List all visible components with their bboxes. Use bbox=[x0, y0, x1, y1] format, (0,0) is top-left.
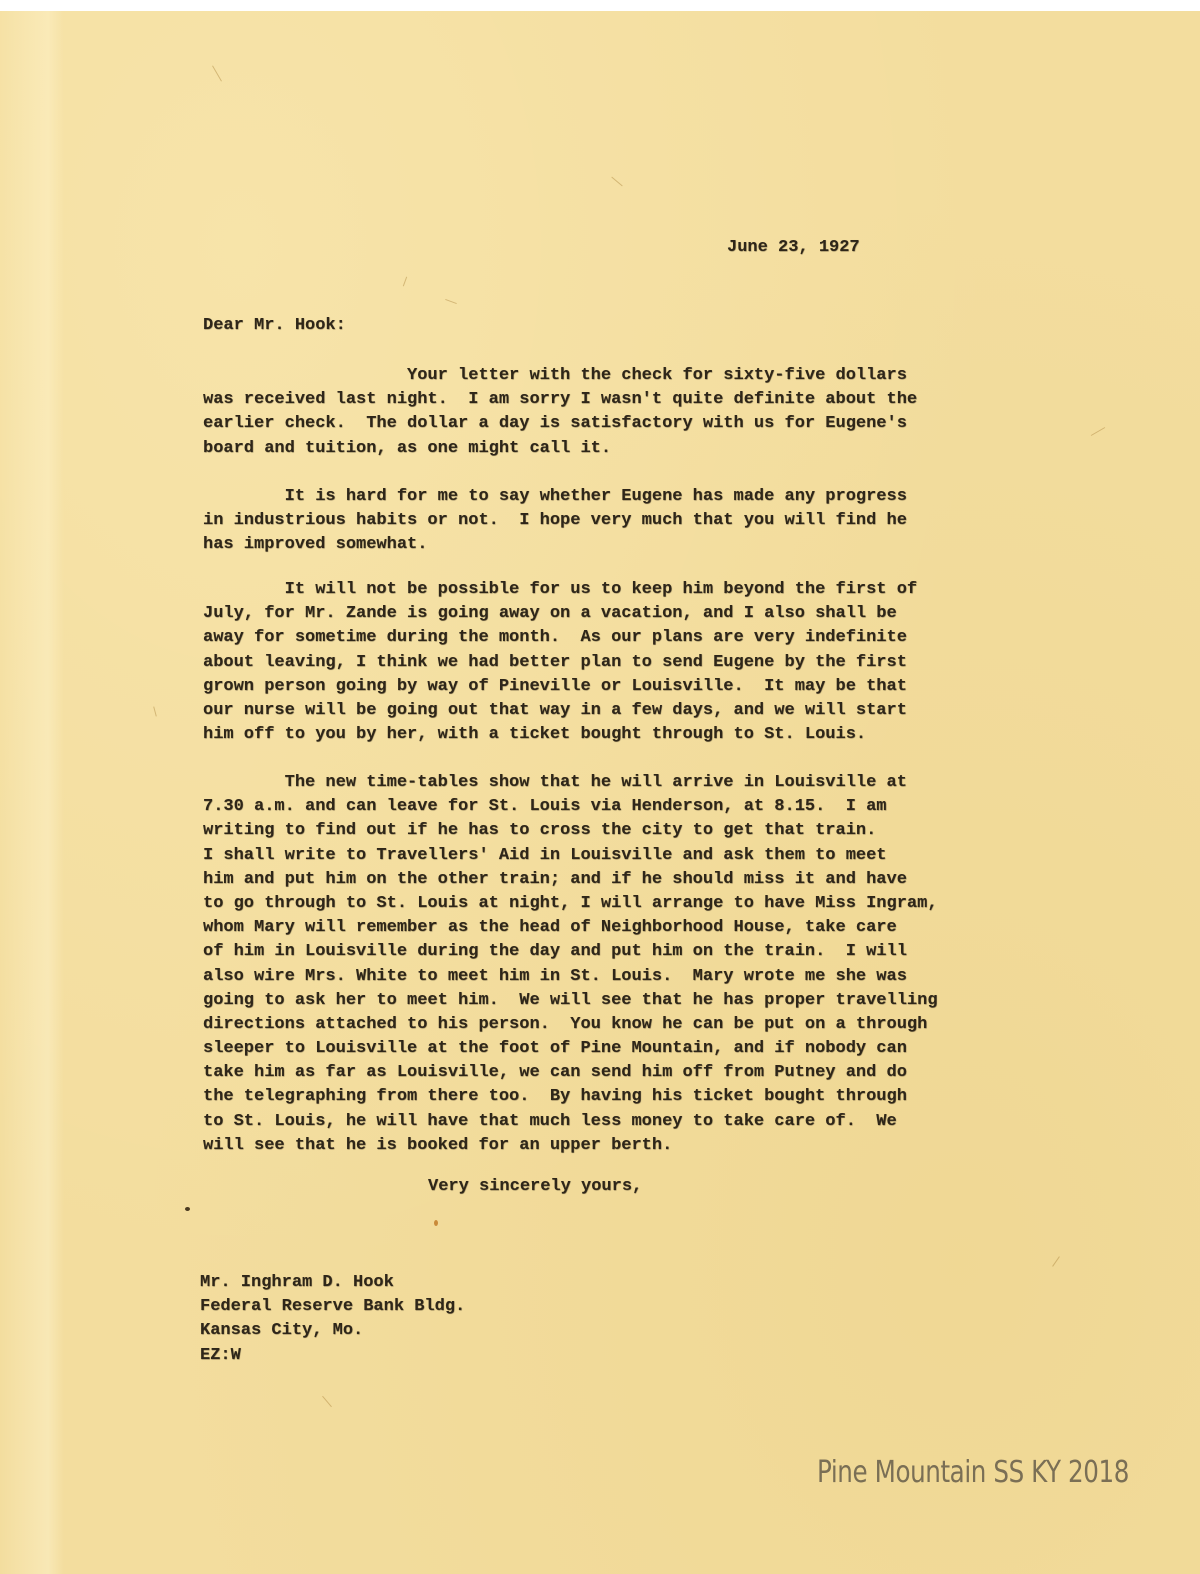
paper-fiber bbox=[153, 707, 157, 717]
recipient-address-line-1: Federal Reserve Bank Bldg. bbox=[200, 1297, 466, 1317]
paragraph-line: take him as far as Louisville, we can send him off from Putney and do bbox=[203, 1063, 907, 1083]
paragraph-line: 7.30 a.m. and can leave for St. Louis via Henderson, at 8.15. I am bbox=[203, 797, 887, 817]
paragraph-line: was received last night. I am sorry I wasn't quite definite about the bbox=[203, 390, 918, 410]
salutation: Dear Mr. Hook: bbox=[203, 316, 346, 335]
paragraph-line: has improved somewhat. bbox=[203, 535, 428, 555]
paper-fiber bbox=[1091, 427, 1105, 436]
paragraph-line: will see that he is booked for an upper berth. bbox=[203, 1135, 673, 1155]
paragraph-line: the telegraphing from there too. By having his ticket bought through bbox=[203, 1087, 907, 1107]
paper-fiber bbox=[611, 177, 622, 187]
paper-fiber bbox=[322, 1396, 332, 1407]
paragraph-line: The new time-tables show that he will arrive in Louisville at bbox=[203, 773, 907, 792]
paragraph-line: directions attached to his person. You know he can be put on a through bbox=[203, 1014, 928, 1034]
paragraph-line: him and put him on the other train; and if he should miss it and have bbox=[203, 869, 907, 889]
paragraph-line: about leaving, I think we had better plan to send Eugene by the first bbox=[203, 652, 907, 672]
paragraph-1 bbox=[203, 364, 917, 461]
paragraph-line: also wire Mrs. White to meet him in St. Louis. Mary wrote me she was bbox=[203, 966, 907, 986]
ink-speck bbox=[185, 1207, 190, 1211]
paragraph-line: grown person going by way of Pineville or Louisville. It may be that bbox=[203, 676, 907, 696]
paper-fiber bbox=[1052, 1256, 1060, 1266]
paragraph-line: board and tuition, as one might call it. bbox=[203, 438, 612, 458]
paragraph-line: to go through to St. Louis at night, I will arrange to have Miss Ingram, bbox=[203, 893, 938, 913]
typist-initials: EZ:W bbox=[200, 1345, 241, 1365]
paragraph-line: going to ask her to meet him. We will see that he has proper travelling bbox=[203, 990, 938, 1010]
recipient-address-block bbox=[200, 1271, 465, 1368]
watermark: Pine Mountain SS KY 2018 bbox=[817, 1455, 1130, 1490]
letter-date: June 23, 1927 bbox=[727, 238, 860, 257]
letter-paper bbox=[0, 11, 1200, 1574]
paper-fiber bbox=[403, 277, 407, 287]
paragraph-line: in industrious habits or not. I hope very much that you will find he bbox=[203, 511, 907, 531]
paragraph-line: I shall write to Travellers' Aid in Louisville and ask them to meet bbox=[203, 845, 887, 865]
paragraph-line: sleeper to Louisville at the foot of Pine Mountain, and if nobody can bbox=[203, 1039, 907, 1059]
recipient-name: Mr. Inghram D. Hook bbox=[200, 1273, 394, 1292]
paper-fiber bbox=[445, 299, 457, 304]
paper-fiber bbox=[212, 65, 222, 81]
paragraph-line: away for sometime during the month. As our plans are very indefinite bbox=[203, 628, 907, 648]
paragraph-line: our nurse will be going out that way in a few days, and we will start bbox=[203, 700, 907, 720]
paragraph-line: him off to you by her, with a ticket bought through to St. Louis. bbox=[203, 725, 867, 745]
paragraph-line: writing to find out if he has to cross the city to get that train. bbox=[203, 821, 877, 841]
ink-speck bbox=[434, 1220, 438, 1226]
paragraph-line: of him in Louisville during the day and put him on the train. I will bbox=[203, 942, 907, 962]
recipient-address-line-2: Kansas City, Mo. bbox=[200, 1321, 364, 1341]
paragraph-line: It is hard for me to say whether Eugene has made any progress bbox=[203, 487, 907, 506]
closing: Very sincerely yours, bbox=[428, 1177, 643, 1196]
paragraph-2 bbox=[203, 485, 907, 558]
paragraph-line: It will not be possible for us to keep him beyond the first of bbox=[203, 580, 918, 599]
paragraph-line: Your letter with the check for sixty-five dollars bbox=[203, 366, 907, 385]
paragraph-line: July, for Mr. Zande is going away on a vacation, and I also shall be bbox=[203, 604, 897, 624]
paragraph-3 bbox=[203, 578, 917, 747]
paragraph-line: whom Mary will remember as the head of Neighborhood House, take care bbox=[203, 918, 897, 938]
paragraph-line: to St. Louis, he will have that much less money to take care of. We bbox=[203, 1111, 897, 1131]
paragraph-line: earlier check. The dollar a day is satisfactory with us for Eugene's bbox=[203, 414, 907, 434]
paragraph-4 bbox=[203, 771, 938, 1158]
